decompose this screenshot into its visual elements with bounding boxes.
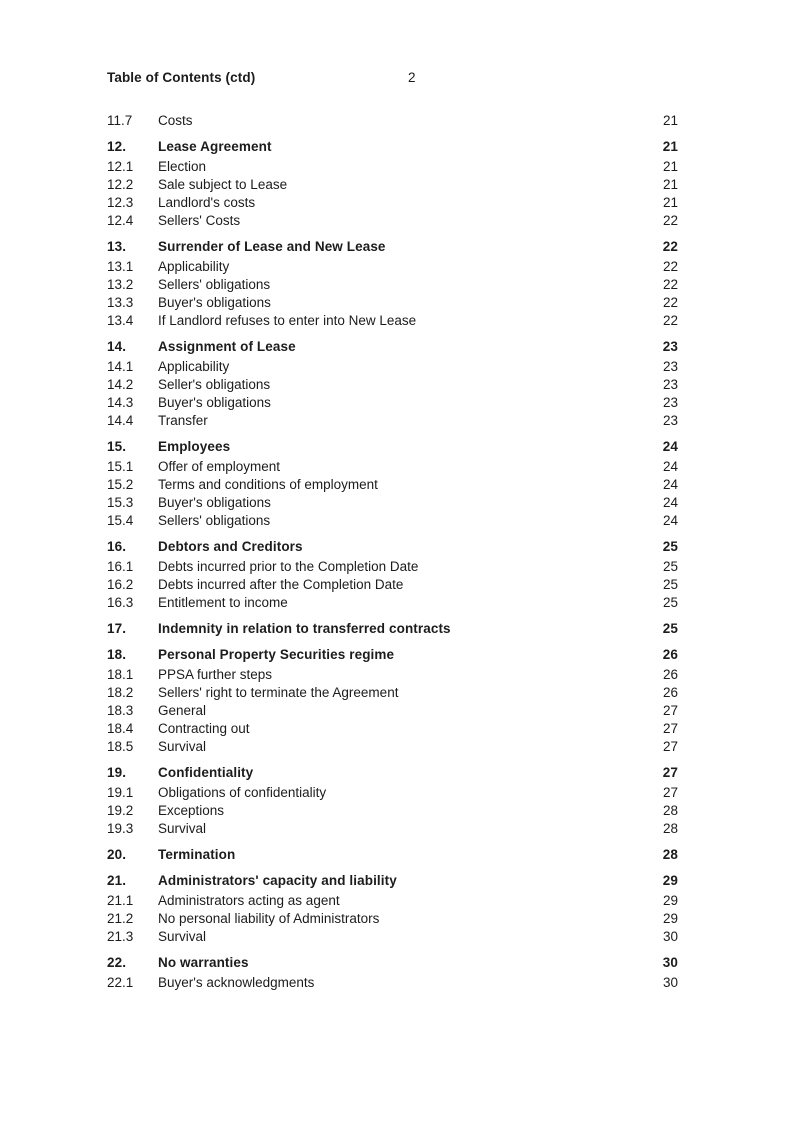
toc-entry-page: 27 [662,765,678,780]
toc-entry-row [107,276,678,294]
toc-entry-row [107,784,678,802]
toc-entry-title: Exceptions [158,803,225,818]
toc-entry-page: 22 [662,277,678,292]
toc-entry-row [107,238,678,256]
toc-entry-number: 18.5 [107,739,134,754]
toc-entry-page: 25 [662,621,678,636]
toc-entry-page: 25 [662,539,678,554]
toc-entry-title: Sellers' Costs [158,213,241,228]
toc-entry-row [107,802,678,820]
toc-entry-row [107,684,678,702]
toc-entry-row [107,666,678,684]
toc-entry-row [107,476,678,494]
toc-entry-page: 23 [662,377,678,392]
toc-entry-title: Survival [158,929,207,944]
toc-entry-row [107,646,678,664]
toc-entry-number: 14.3 [107,395,134,410]
toc-entry-number: 16.2 [107,577,134,592]
toc-entry-row [107,558,678,576]
toc-entry-title: Seller's obligations [158,377,271,392]
toc-entry-title: Sellers' obligations [158,277,271,292]
toc-entry-row [107,112,678,130]
toc-entry-page: 22 [662,313,678,328]
toc-entry-row [107,512,678,530]
toc-list [107,112,678,992]
toc-entry-page: 26 [662,685,678,700]
toc-entry-page: 21 [662,177,678,192]
toc-entry-page: 21 [662,195,678,210]
toc-entry-row [107,294,678,312]
toc-entry-page: 26 [662,667,678,682]
toc-entry-number: 12. [107,139,127,154]
toc-entry-page: 30 [662,929,678,944]
toc-entry-page: 27 [662,721,678,736]
toc-entry-number: 13. [107,239,127,254]
toc-entry-number: 14.2 [107,377,134,392]
toc-entry-page: 29 [662,911,678,926]
toc-entry-page: 29 [662,893,678,908]
toc-entry-number: 18.3 [107,703,134,718]
toc-entry-number: 21. [107,873,127,888]
toc-entry-row [107,738,678,756]
toc-entry-number: 19.1 [107,785,134,800]
toc-entry-title: Obligations of confidentiality [158,785,327,800]
toc-entry-row [107,176,678,194]
toc-entry-page: 22 [662,239,678,254]
toc-entry-page: 25 [662,595,678,610]
toc-entry-number: 18. [107,647,127,662]
toc-entry-number: 22.1 [107,975,134,990]
toc-entry-title: Election [158,159,207,174]
toc-entry-row [107,258,678,276]
toc-entry-page: 24 [662,477,678,492]
toc-entry-title: Terms and conditions of employment [158,477,378,492]
toc-entry-title: Buyer's obligations [158,395,271,410]
toc-entry-page: 23 [662,339,678,354]
toc-entry-number: 11.7 [107,113,133,128]
toc-entry-number: 19.2 [107,803,134,818]
toc-entry-page: 26 [662,647,678,662]
toc-entry-page: 23 [662,413,678,428]
toc-entry-number: 14.4 [107,413,134,428]
toc-entry-title: Applicability [158,359,230,374]
toc-entry-title: Survival [158,739,207,754]
toc-entry-page: 30 [662,955,678,970]
toc-entry-title: Surrender of Lease and New Lease [158,239,386,254]
toc-entry-title: Assignment of Lease [158,339,296,354]
toc-entry-number: 13.1 [107,259,134,274]
toc-entry-row [107,594,678,612]
toc-entry-row [107,138,678,156]
toc-entry-page: 25 [662,559,678,574]
toc-entry-page: 28 [662,821,678,836]
toc-entry-row [107,338,678,356]
toc-entry-number: 20. [107,847,127,862]
toc-entry-number: 18.4 [107,721,134,736]
toc-entry-page: 25 [662,577,678,592]
toc-entry-title: Personal Property Securities regime [158,647,395,662]
toc-entry-title: Indemnity in relation to transferred contracts [158,621,451,636]
toc-entry-row [107,974,678,992]
toc-entry-page: 23 [662,395,678,410]
toc-entry-title: Sellers' obligations [158,513,271,528]
toc-entry-row [107,620,678,638]
toc-entry-row [107,376,678,394]
toc-entry-title: Transfer [158,413,208,428]
toc-entry-row [107,928,678,946]
toc-entry-number: 12.1 [107,159,134,174]
toc-entry-title: Debts incurred after the Completion Date [158,577,404,592]
toc-entry-row [107,720,678,738]
toc-entry-row [107,846,678,864]
toc-entry-title: Offer of employment [158,459,281,474]
toc-header-title: Table of Contents (ctd) [107,70,256,85]
toc-entry-number: 13.3 [107,295,134,310]
toc-entry-page: 28 [662,803,678,818]
toc-entry-title: Entitlement to income [158,595,288,610]
toc-entry-title: Debtors and Creditors [158,539,303,554]
toc-entry-title: Administrators acting as agent [158,893,340,908]
toc-entry-title: Termination [158,847,236,862]
toc-entry-number: 12.4 [107,213,134,228]
toc-entry-title: General [158,703,207,718]
toc-entry-title: Survival [158,821,207,836]
toc-entry-page: 24 [662,513,678,528]
toc-entry-title: Sale subject to Lease [158,177,288,192]
toc-entry-row [107,194,678,212]
toc-entry-row [107,438,678,456]
toc-entry-number: 12.2 [107,177,134,192]
toc-entry-number: 14.1 [107,359,134,374]
toc-entry-title: Applicability [158,259,230,274]
toc-entry-page: 24 [662,459,678,474]
toc-entry-title: Lease Agreement [158,139,272,154]
toc-entry-page: 24 [662,439,678,454]
toc-entry-title: Debts incurred prior to the Completion Date [158,559,419,574]
toc-entry-title: Contracting out [158,721,250,736]
toc-entry-page: 21 [662,113,678,128]
toc-entry-row [107,312,678,330]
toc-entry-number: 13.4 [107,313,134,328]
toc-entry-title: No personal liability of Administrators [158,911,380,926]
toc-entry-row [107,412,678,430]
toc-entry-row [107,872,678,890]
toc-entry-page: 22 [662,259,678,274]
toc-entry-number: 22. [107,955,127,970]
toc-entry-title: Buyer's obligations [158,295,271,310]
toc-entry-row [107,358,678,376]
toc-entry-row [107,892,678,910]
toc-entry-number: 21.1 [107,893,134,908]
toc-entry-page: 22 [662,295,678,310]
toc-entry-page: 23 [662,359,678,374]
toc-entry-title: Buyer's obligations [158,495,271,510]
page-number-indicator: 2 [408,70,416,85]
toc-entry-number: 15.1 [107,459,134,474]
toc-entry-number: 18.2 [107,685,134,700]
toc-entry-title: Confidentiality [158,765,254,780]
toc-entry-number: 15. [107,439,127,454]
toc-entry-page: 21 [662,159,678,174]
toc-entry-page: 21 [662,139,678,154]
toc-entry-row [107,576,678,594]
toc-entry-title: Buyer's acknowledgments [158,975,315,990]
toc-entry-title: Landlord's costs [158,195,256,210]
toc-entry-number: 19. [107,765,127,780]
toc-entry-page: 30 [662,975,678,990]
toc-entry-row [107,158,678,176]
toc-entry-row [107,494,678,512]
toc-entry-number: 15.4 [107,513,134,528]
toc-entry-row [107,820,678,838]
toc-entry-number: 16.1 [107,559,134,574]
toc-entry-title: Employees [158,439,231,454]
document-header [107,69,678,87]
toc-entry-number: 12.3 [107,195,134,210]
toc-entry-title: Costs [158,113,193,128]
toc-entry-number: 15.2 [107,477,134,492]
toc-entry-number: 21.3 [107,929,134,944]
toc-entry-row [107,212,678,230]
toc-entry-page: 29 [662,873,678,888]
toc-entry-number: 21.2 [107,911,134,926]
toc-entry-number: 17. [107,621,127,636]
toc-entry-row [107,954,678,972]
toc-entry-row [107,394,678,412]
toc-entry-page: 27 [662,739,678,754]
toc-entry-title: If Landlord refuses to enter into New Lease [158,313,417,328]
toc-entry-number: 16.3 [107,595,134,610]
toc-entry-row [107,702,678,720]
toc-entry-page: 27 [662,785,678,800]
toc-entry-row [107,910,678,928]
toc-entry-number: 16. [107,539,127,554]
toc-entry-title: No warranties [158,955,249,970]
toc-entry-row [107,764,678,782]
toc-entry-page: 27 [662,703,678,718]
toc-entry-title: Sellers' right to terminate the Agreement [158,685,399,700]
toc-entry-number: 15.3 [107,495,134,510]
toc-entry-number: 19.3 [107,821,134,836]
toc-entry-page: 24 [662,495,678,510]
toc-entry-number: 18.1 [107,667,134,682]
toc-entry-row [107,458,678,476]
toc-entry-title: PPSA further steps [158,667,273,682]
toc-entry-row [107,538,678,556]
toc-entry-title: Administrators' capacity and liability [158,873,397,888]
toc-entry-number: 13.2 [107,277,134,292]
toc-entry-number: 14. [107,339,127,354]
toc-entry-page: 22 [662,213,678,228]
toc-entry-page: 28 [662,847,678,862]
